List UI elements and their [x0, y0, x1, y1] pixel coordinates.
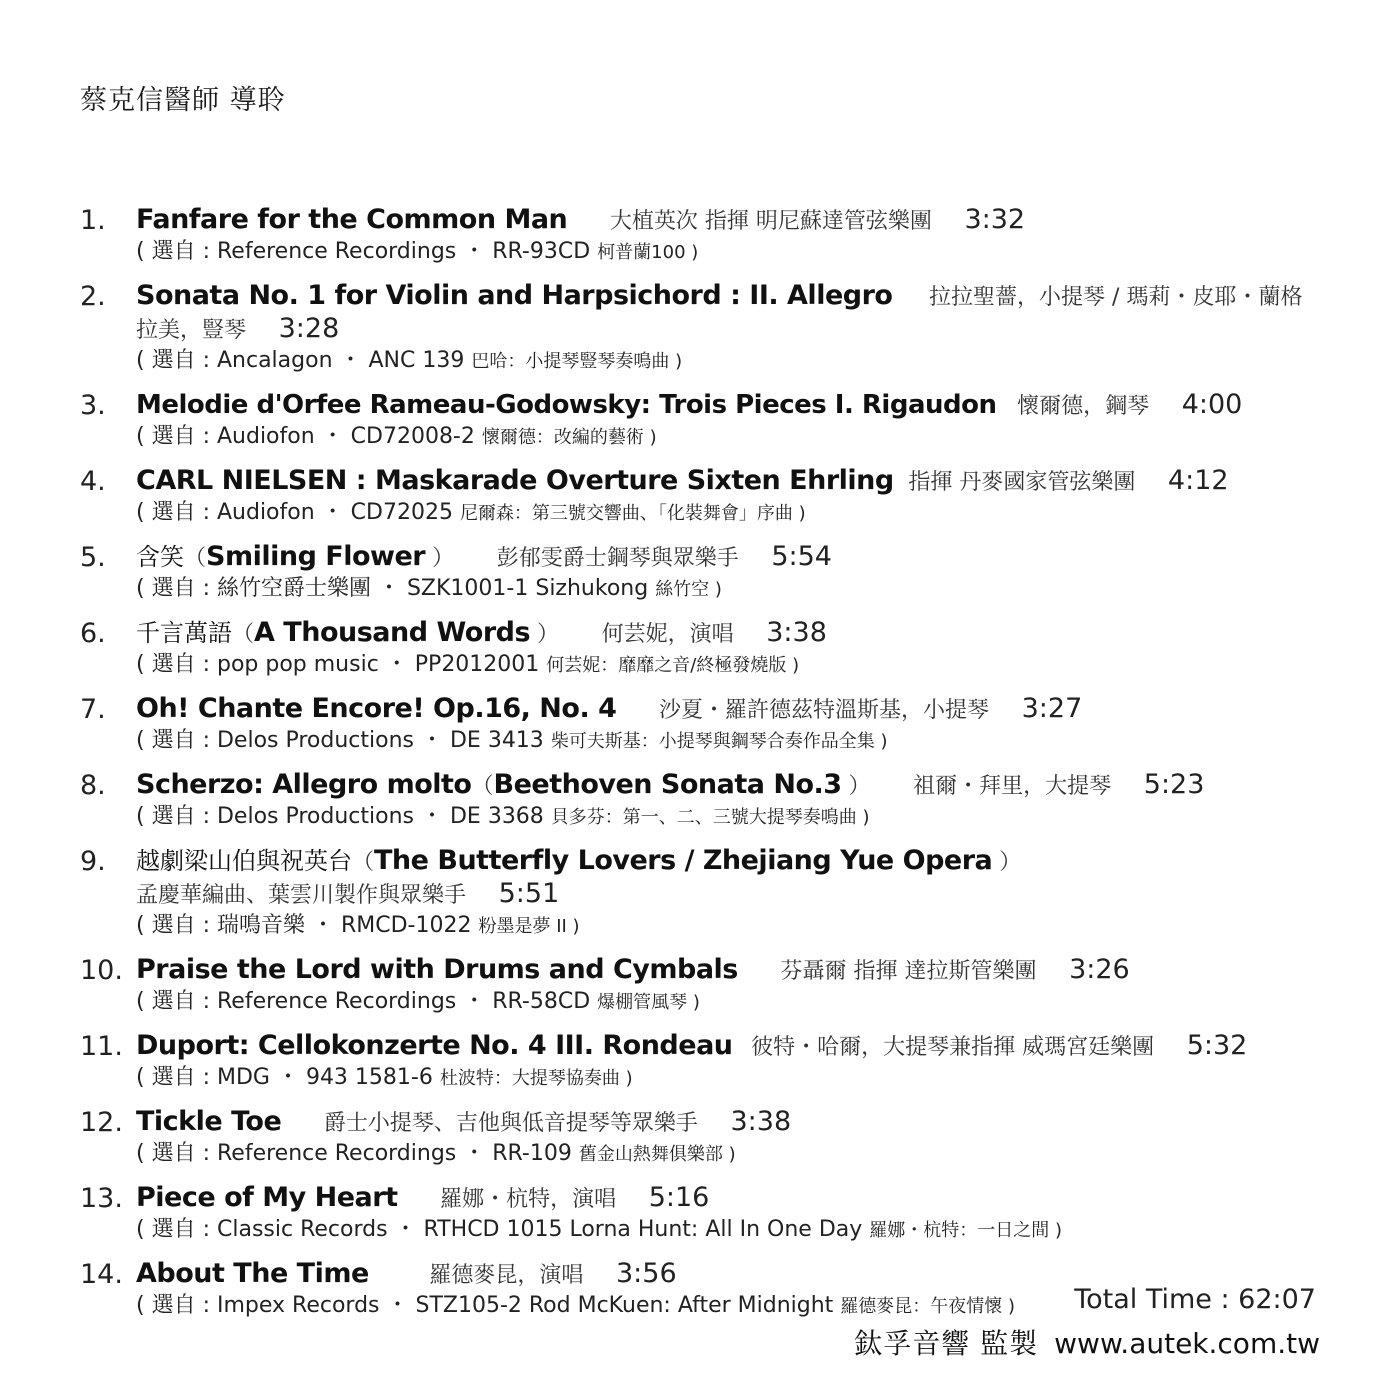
track-performer: 祖爾・拜里，大提琴: [913, 774, 1112, 799]
track-duration: 5:16: [648, 1182, 710, 1213]
track-title: CARL NIELSEN : Maskarade Overture Sixten Ehrling: [136, 465, 894, 496]
track-item: [80, 1106, 1320, 1168]
track-number: 12.: [80, 1107, 123, 1138]
paren-open: （: [232, 622, 255, 647]
source-note: 巴哈：小提琴豎琴奏鳴曲 ): [471, 351, 683, 372]
track-performer: 大植英次 指揮 明尼蘇達管弦樂團: [609, 209, 932, 234]
paren-close: ）: [530, 622, 560, 647]
track-source: [136, 348, 1320, 375]
track-number: 3.: [80, 390, 106, 421]
track-cn-title: 越劇梁山伯與祝英台: [136, 847, 352, 875]
paren-open: （: [184, 546, 207, 571]
track-title: Tickle Toe: [136, 1106, 282, 1137]
track-performer: 芬聶爾 指揮 達拉斯管樂團: [780, 959, 1037, 984]
track-source: [136, 424, 1320, 451]
track-number: 14.: [80, 1259, 123, 1290]
source-note: 貝多芬：第一、二、三號大提琴奏鳴曲 ): [550, 807, 870, 828]
source-label: Reference Recordings ・ RR-109: [216, 1141, 572, 1166]
track-performer: 何芸妮，演唱: [601, 622, 734, 647]
source-note: 粉墨是夢 II ): [478, 916, 580, 937]
source-note: 杜波特：大提琴協奏曲 ): [439, 1068, 633, 1089]
track-item: [80, 280, 1320, 375]
track-duration: 3:27: [1021, 693, 1083, 724]
source-prefix: ( 選自 :: [136, 728, 217, 753]
producer-label: 鈦孚音響 監製: [854, 1327, 1039, 1360]
track-performer: 羅娜・杭特，演唱: [440, 1187, 617, 1212]
track-performer: 彼特・哈爾，大提琴兼指揮 威瑪宮廷樂團: [751, 1035, 1155, 1060]
source-prefix: ( 選自 :: [136, 913, 217, 938]
track-item: [80, 465, 1320, 527]
track-title: Fanfare for the Common Man: [136, 204, 568, 235]
track-source: [136, 804, 1320, 831]
source-label: Audiofon ・ CD72008-2: [216, 424, 475, 449]
track-title: Duport: Cellokonzerte No. 4 III. Rondeau: [136, 1030, 733, 1061]
source-label: pop pop music ・ PP2012001: [216, 652, 540, 677]
track-duration: 3:38: [730, 1106, 792, 1137]
source-note: 柴可夫斯基：小提琴與鋼琴合奏作品全集 ): [550, 731, 888, 752]
paren-open: （: [352, 850, 375, 875]
source-label: 瑞鳴音樂 ・ RMCD-1022: [216, 913, 472, 938]
track-source: [136, 913, 1320, 940]
track-duration: 3:26: [1069, 954, 1130, 985]
track-item: [80, 769, 1320, 831]
track-title: Melodie d'Orfee Rameau-Godowsky: Trois Pieces I. Rigaudon: [136, 390, 997, 420]
track-cn-title: 千言萬語: [136, 619, 232, 647]
track-item: [80, 1030, 1320, 1092]
track-number: 6.: [80, 618, 106, 649]
source-prefix: ( 選自 :: [136, 989, 217, 1014]
track-performer: 爵士小提琴、吉他與低音提琴等眾樂手: [323, 1111, 698, 1136]
track-title: A Thousand Words: [254, 617, 531, 648]
source-prefix: ( 選自 :: [136, 1065, 217, 1090]
track-number: 9.: [80, 846, 106, 877]
track-performer: 羅德麥昆，演唱: [429, 1263, 584, 1288]
track-source: [136, 989, 1320, 1016]
source-note: 羅娜・杭特：一日之間 ): [869, 1220, 1063, 1241]
source-prefix: ( 選自 :: [136, 239, 217, 264]
track-source: [136, 239, 1320, 266]
track-duration: 3:32: [964, 204, 1026, 235]
paren-close: ）: [425, 546, 455, 571]
track-number: 4.: [80, 466, 106, 497]
track-duration: 5:51: [498, 878, 560, 909]
track-number: 2.: [80, 281, 106, 312]
track-duration: 3:28: [278, 313, 340, 344]
source-note: 爆棚管風琴 ): [597, 992, 700, 1013]
paren-close: ）: [841, 774, 871, 799]
source-note: 懷爾德：改編的藝術 ): [481, 427, 657, 448]
track-duration: 5:32: [1186, 1030, 1248, 1061]
track-duration: 5:23: [1143, 769, 1205, 800]
source-prefix: ( 選自 :: [136, 500, 217, 525]
track-performer: 彭郁雯爵士鋼琴與眾樂手: [496, 546, 739, 571]
track-number: 5.: [80, 542, 106, 573]
track-item: [80, 1182, 1320, 1244]
source-label: Reference Recordings ・ RR-93CD: [216, 239, 591, 264]
source-label: Reference Recordings ・ RR-58CD: [216, 989, 591, 1014]
track-performer: 孟慶華編曲、葉雲川製作與眾樂手: [136, 883, 467, 908]
track-number: 1.: [80, 205, 106, 236]
track-item: [80, 617, 1320, 679]
source-label: Audiofon ・ CD72025: [216, 500, 453, 525]
source-label: Classic Records ・ RTHCD 1015 Lorna Hunt: All In One Day: [216, 1217, 863, 1242]
paren-close: ）: [992, 850, 1022, 875]
track-source: [136, 1217, 1320, 1244]
source-label: Ancalagon ・ ANC 139: [216, 348, 465, 373]
track-title: The Butterfly Lovers / Zhejiang Yue Opera: [374, 845, 993, 876]
source-prefix: ( 選自 :: [136, 1217, 217, 1242]
track-item: [80, 845, 1320, 940]
track-subtitle: Beethoven Sonata No.3: [493, 769, 842, 800]
track-title: Sonata No. 1 for Violin and Harpsichord : II. Allegro: [136, 280, 893, 311]
track-duration: 4:12: [1167, 465, 1229, 496]
track-duration: 4:00: [1181, 389, 1243, 420]
source-note: 羅德麥昆：午夜情懷 ): [840, 1296, 1016, 1317]
track-number: 11.: [80, 1031, 123, 1062]
track-source: [136, 728, 1320, 755]
source-note: 柯普蘭100 ): [597, 242, 699, 263]
track-duration: 5:54: [771, 541, 832, 572]
source-label: Delos Productions ・ DE 3413: [216, 728, 544, 753]
track-item: [80, 693, 1320, 755]
track-performer: 沙夏・羅許德茲特溫斯基，小提琴: [659, 698, 990, 723]
track-source: [136, 1065, 1320, 1092]
track-item: [80, 204, 1320, 266]
website-link[interactable]: www.autek.com.tw: [1054, 1327, 1320, 1360]
source-prefix: ( 選自 :: [136, 1293, 217, 1318]
track-performer: 拉拉聖薔，小提琴 / 瑪莉・皮耶・蘭格拉美，豎琴: [136, 285, 1303, 343]
source-label: MDG ・ 943 1581-6: [216, 1065, 433, 1090]
track-performer: 懷爾德，鋼琴: [1017, 394, 1150, 419]
paren-open: （: [471, 774, 494, 799]
track-source: [136, 652, 1320, 679]
track-list: [80, 204, 1320, 1334]
track-item: [80, 389, 1320, 451]
source-prefix: ( 選自 :: [136, 348, 217, 373]
source-prefix: ( 選自 :: [136, 1141, 217, 1166]
track-title: Piece of My Heart: [136, 1182, 398, 1213]
source-label: 絲竹空爵士樂團 ・ SZK1001-1 Sizhukong: [216, 576, 649, 601]
track-cn-title: 含笑: [136, 543, 184, 571]
track-title: Oh! Chante Encore! Op.16, No. 4: [136, 693, 617, 724]
credit-line: [854, 1322, 1320, 1362]
track-title: About The Time: [136, 1258, 369, 1289]
page-title: 蔡克信醫師 導聆: [80, 85, 286, 116]
source-prefix: ( 選自 :: [136, 804, 217, 829]
source-note: 絲竹空 ): [655, 579, 722, 600]
track-title: Praise the Lord with Drums and Cymbals: [136, 954, 738, 985]
source-note: 何芸妮：靡靡之音/終極發燒版 ): [546, 655, 800, 676]
source-note: 尼爾森：第三號交響曲、「化裝舞會」序曲 ): [459, 503, 806, 524]
source-note: 舊金山熱舞俱樂部 ): [578, 1144, 736, 1165]
track-title: Scherzo: Allegro molto: [136, 769, 472, 800]
total-time: Total Time : 62:07: [1074, 1284, 1316, 1315]
track-number: 8.: [80, 770, 106, 801]
track-source: [136, 576, 1320, 603]
source-prefix: ( 選自 :: [136, 424, 217, 449]
source-prefix: ( 選自 :: [136, 652, 217, 677]
source-label: Impex Records ・ STZ105-2 Rod McKuen: After Midnight: [216, 1293, 834, 1318]
source-prefix: ( 選自 :: [136, 576, 217, 601]
track-item: [80, 954, 1320, 1016]
track-source: [136, 1141, 1320, 1168]
track-item: [80, 541, 1320, 603]
track-title: Smiling Flower: [206, 541, 426, 572]
track-number: 13.: [80, 1183, 123, 1214]
track-number: 7.: [80, 694, 106, 725]
source-label: Delos Productions ・ DE 3368: [216, 804, 544, 829]
track-performer: 指揮 丹麥國家管弦樂團: [908, 470, 1136, 495]
track-number: 10.: [80, 955, 123, 986]
track-source: [136, 500, 1320, 527]
track-duration: 3:38: [766, 617, 827, 648]
track-duration: 3:56: [615, 1258, 677, 1289]
